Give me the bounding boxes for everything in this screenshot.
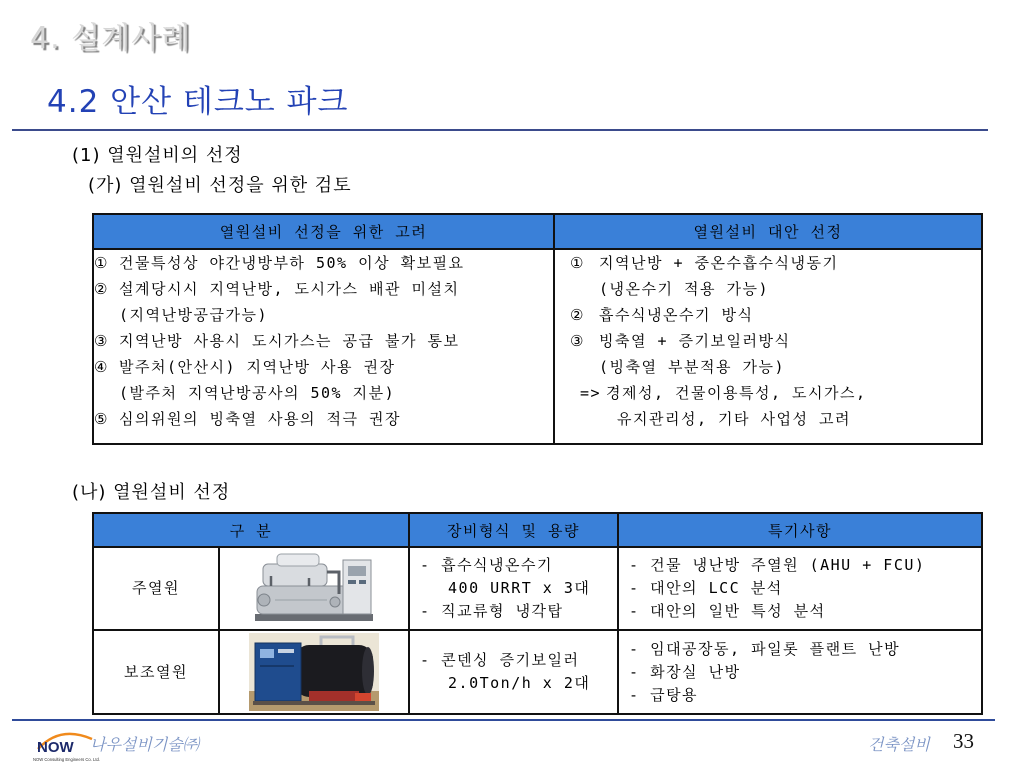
title-divider — [12, 129, 988, 131]
notes-cell — [618, 547, 982, 630]
item-text: 심의위원의 빙축열 사용의 적극 권장 — [119, 410, 401, 428]
item-marker: ① — [94, 254, 109, 272]
consideration-item — [94, 354, 553, 380]
item-marker: ③ — [94, 332, 109, 350]
item-continuation: (냉온수기 적용 가능) — [599, 280, 770, 298]
header-notes: 특기사항 — [618, 513, 982, 547]
category-cell: 보조열원 — [93, 630, 219, 714]
logo-subtext: NOW Consulting Engineers Co. Ltd. — [33, 757, 101, 762]
table-header-row — [93, 513, 982, 547]
slide-title: 4.2 안산 테크노 파크 — [47, 84, 349, 120]
item-text: 빙축열 + 증기보일러방식 — [599, 332, 791, 350]
equipment-line: - 흡수식냉온수기 — [420, 556, 554, 574]
table-row — [93, 547, 982, 630]
note-line: - 화장실 난방 — [629, 662, 741, 681]
header-category: 구 분 — [93, 513, 409, 547]
equipment-line: - 직교류형 냉각탑 — [420, 602, 564, 620]
conclusion-text: 경제성, 건물이용특성, 도시가스, — [606, 384, 867, 402]
heading-review: (가) 열원설비 선정을 위한 검토 — [88, 175, 352, 196]
item-text: 건물특성상 야간냉방부하 50% 이상 확보필요 — [119, 254, 465, 272]
conclusion-item — [570, 380, 981, 406]
item-marker: ⑤ — [94, 410, 109, 428]
equipment-capacity: 400 URRT x 3대 — [448, 579, 591, 597]
item-continuation: (지역난방공급가능) — [119, 306, 268, 324]
note-line: - 급탕용 — [629, 685, 699, 704]
section-title: 4. 설계사례 — [30, 21, 192, 56]
conclusion-marker: => — [580, 384, 602, 402]
equipment-cell — [409, 630, 618, 714]
footer-divider — [12, 719, 995, 721]
item-text: 발주처(안산시) 지역난방 사용 권장 — [119, 358, 396, 376]
equipment-capacity: 2.0Ton/h x 2대 — [448, 674, 591, 692]
equipment-cell — [409, 547, 618, 630]
alternative-item — [570, 328, 981, 354]
conclusion-continuation: 유지관리성, 기타 사업성 고려 — [617, 410, 852, 428]
department-label: 건축설비 — [868, 735, 930, 754]
selection-table — [92, 512, 983, 715]
absorption-chiller-photo-icon — [249, 550, 379, 627]
item-marker: ③ — [570, 332, 585, 350]
notes-cell — [618, 630, 982, 714]
logo-text: NOW — [37, 739, 74, 756]
header-equipment: 장비형식 및 용량 — [409, 513, 618, 547]
note-line: - 대안의 일반 특성 분석 — [629, 602, 826, 620]
consideration-item — [94, 250, 553, 276]
consideration-item — [94, 406, 553, 432]
alternatives-cell — [554, 249, 982, 444]
header-considerations: 열원설비 선정을 위한 고려 — [93, 214, 554, 249]
item-marker: ② — [570, 306, 585, 324]
item-text: 지역난방 사용시 도시가스는 공급 불가 통보 — [119, 332, 460, 350]
table-header-row — [93, 214, 982, 249]
item-continuation: (발주처 지역난방공사의 50% 지분) — [119, 384, 396, 402]
heading-selection: (나) 열원설비 선정 — [72, 482, 231, 503]
consideration-item — [94, 328, 553, 354]
item-marker: ④ — [94, 358, 109, 376]
item-marker: ① — [570, 254, 585, 272]
company-name: 나우설비기술㈜ — [90, 735, 199, 754]
table-row — [93, 630, 982, 714]
item-marker: ② — [94, 280, 109, 298]
item-text: 흡수식냉온수기 방식 — [599, 306, 754, 324]
steam-boiler-photo-icon — [249, 633, 379, 711]
equipment-image-cell — [219, 630, 409, 714]
equipment-image-cell — [219, 547, 409, 630]
table-row — [93, 249, 982, 444]
note-line: - 대안의 LCC 분석 — [629, 579, 783, 597]
heading-heat-source-selection: (1) 열원설비의 선정 — [72, 145, 243, 166]
page-number: 33 — [953, 729, 974, 753]
item-continuation: (빙축열 부분적용 가능) — [599, 358, 786, 376]
item-text: 설계당시시 지역난방, 도시가스 배관 미설치 — [119, 280, 460, 298]
alternative-item — [570, 302, 981, 328]
review-table — [92, 213, 983, 445]
note-line: - 건물 냉난방 주열원 (AHU + FCU) — [629, 556, 926, 574]
consideration-item — [94, 276, 553, 302]
equipment-line: - 콘덴싱 증기보일러 — [420, 651, 580, 669]
considerations-cell — [93, 249, 554, 444]
category-cell: 주열원 — [93, 547, 219, 630]
header-alternatives: 열원설비 대안 선정 — [554, 214, 982, 249]
alternative-item — [570, 250, 981, 276]
note-line: - 임대공장동, 파일롯 플랜트 난방 — [629, 639, 901, 658]
item-text: 지역난방 + 중온수흡수식냉동기 — [599, 254, 839, 272]
